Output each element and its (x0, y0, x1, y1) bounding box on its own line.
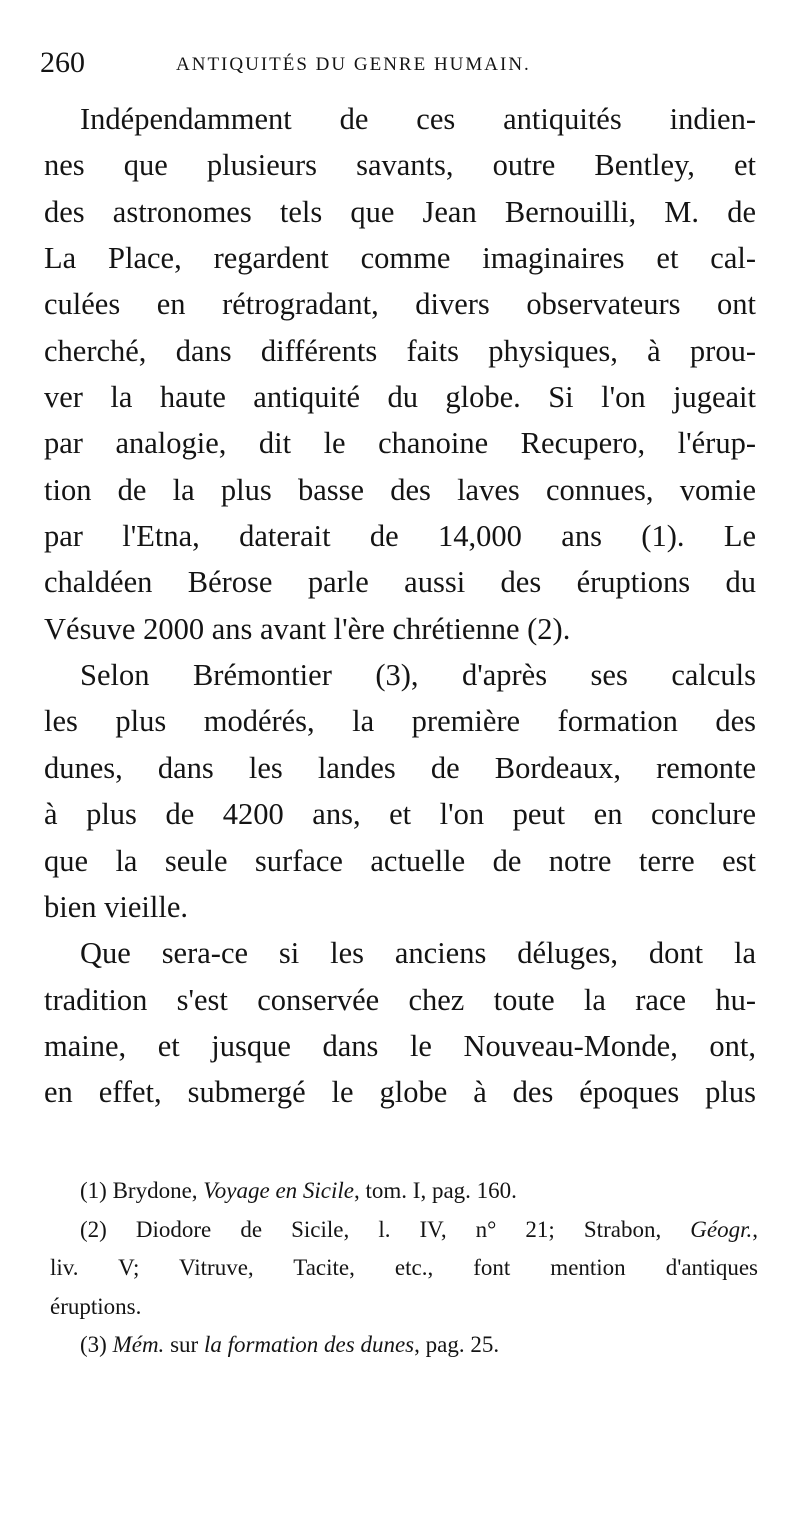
running-title: ANTIQUITÉS DU GENRE HUMAIN. (176, 54, 531, 75)
text-line: en effet, submergé le globe à des époques plus (44, 1075, 756, 1110)
body-text (44, 96, 756, 1116)
text-line: que la seule surface actuelle de notre terre est (44, 843, 756, 878)
footnote-3: (3) Mém. sur la formation des dunes, pag. 25. (80, 1332, 500, 1357)
page-number: 260 (40, 46, 85, 79)
text-line: La Place, regardent comme imaginaires et cal- (44, 241, 756, 276)
text-line: cherché, dans différents faits physiques, à prou- (44, 333, 756, 368)
text-line: Vésuve 2000 ans avant l'ère chrétienne (2). (44, 611, 571, 646)
text-line: maine, et jusque dans le Nouveau-Monde, ont, (44, 1028, 756, 1063)
text-line: nes que plusieurs savants, outre Bentley, et (44, 148, 756, 183)
paragraph-1 (44, 96, 756, 652)
text-line: par l'Etna, daterait de 14,000 ans (1). Le (44, 519, 756, 554)
text-line: Selon Brémontier (3), d'après ses calculs (80, 658, 756, 693)
text-line: les plus modérés, la première formation des (44, 704, 756, 739)
text-line: dunes, dans les landes de Bordeaux, remonte (44, 750, 756, 785)
footnote-2: (2) Diodore de Sicile, l. IV, n° 21; Strabon, Géogr., (80, 1216, 758, 1242)
text-line: ver la haute antiquité du globe. Si l'on jugeait (44, 380, 756, 415)
footnote-1: (1) Brydone, Voyage en Sicile, tom. I, pag. 160. (80, 1178, 517, 1203)
text-line: chaldéen Bérose parle aussi des éruptions du (44, 565, 756, 600)
page-header (40, 42, 760, 82)
text-line: tion de la plus basse des laves connues, vomie (44, 472, 756, 507)
footnote-2-line-3: éruptions. (50, 1293, 142, 1319)
paragraph-2 (44, 652, 756, 930)
text-line: Que sera-ce si les anciens déluges, dont la (80, 936, 756, 971)
text-line: Indépendamment de ces antiquités indien- (80, 102, 756, 136)
text-line: des astronomes tels que Jean Bernouilli, M. de (44, 194, 756, 229)
text-line: bien vieille. (44, 889, 188, 924)
text-line: par analogie, dit le chanoine Recupero, l'érup- (44, 426, 756, 461)
text-line: culées en rétrogradant, divers observateurs ont (44, 287, 756, 322)
text-line: tradition s'est conservée chez toute la race hu- (44, 982, 756, 1017)
footnotes (50, 1172, 758, 1365)
footnote-2-line-2: liv. V; Vitruve, Tacite, etc., font mention d'antiques (50, 1255, 758, 1280)
paragraph-3 (44, 930, 756, 1115)
text-line: à plus de 4200 ans, et l'on peut en conclure (44, 797, 756, 832)
